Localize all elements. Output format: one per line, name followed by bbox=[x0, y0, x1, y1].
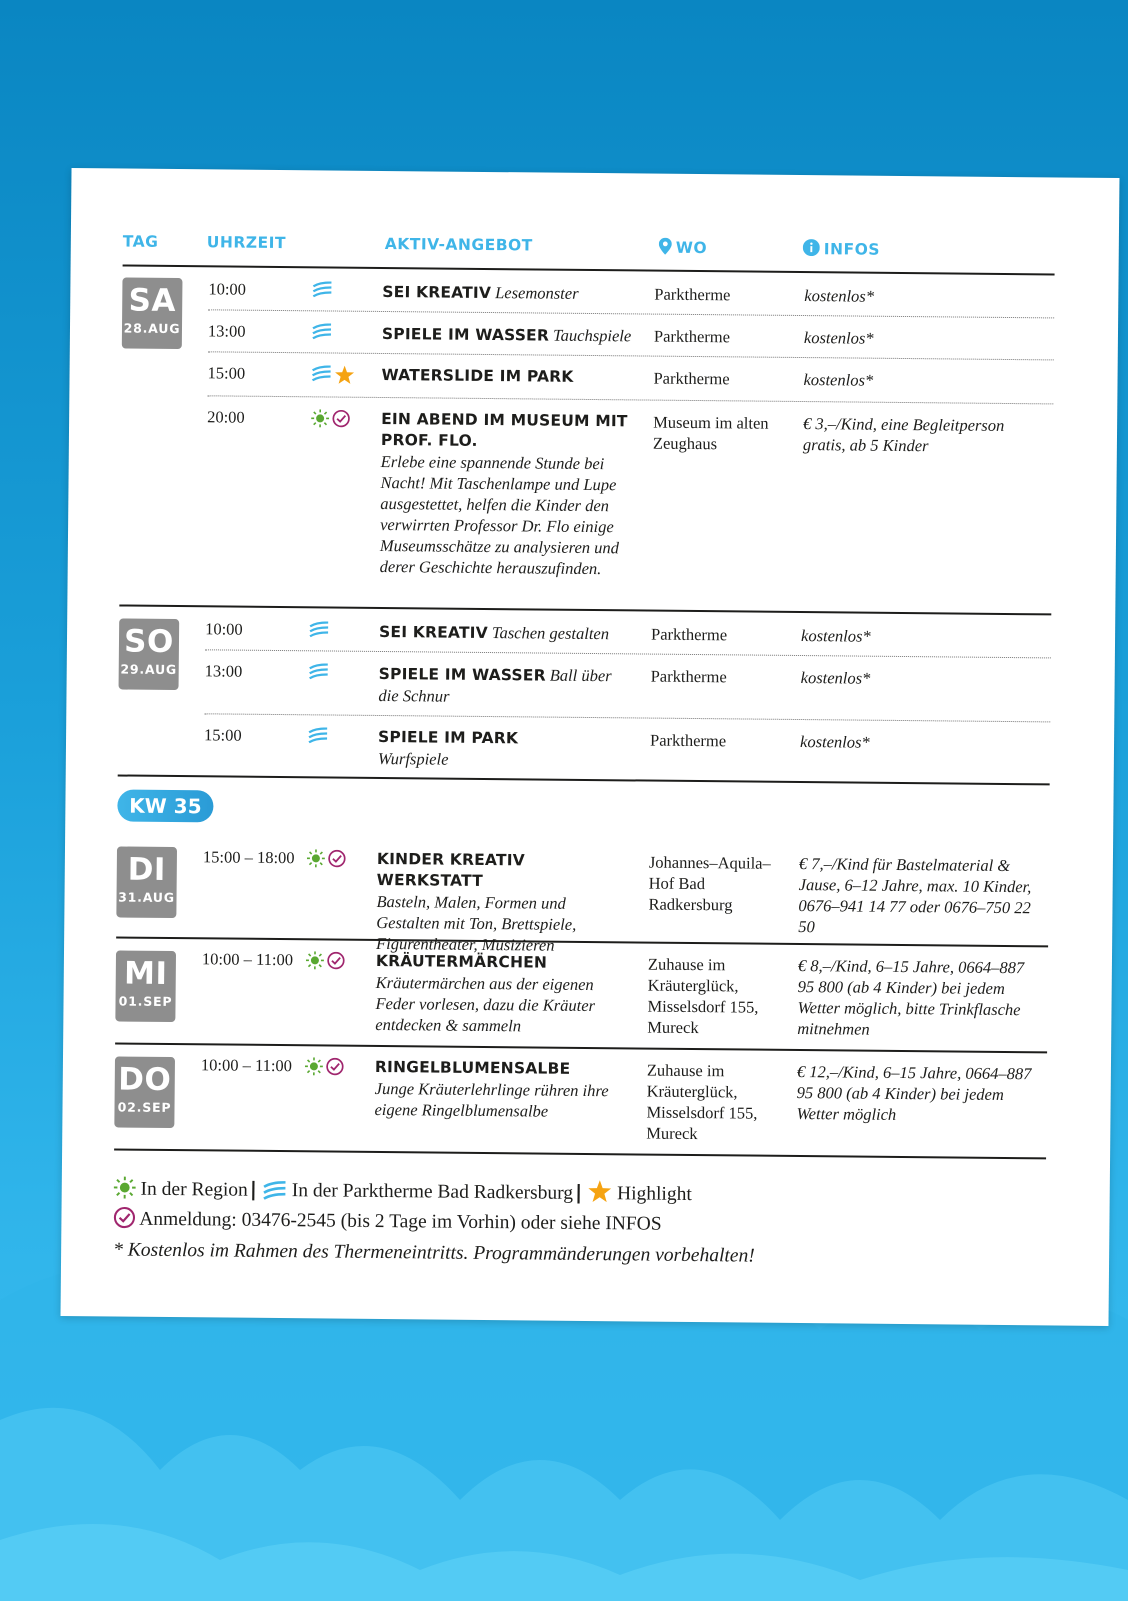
header-angebot: AKTIV-ANGEBOT bbox=[384, 235, 533, 255]
star-icon bbox=[588, 1180, 612, 1203]
sun-icon bbox=[306, 951, 324, 969]
check-circle-icon bbox=[113, 1206, 135, 1228]
wave-icon bbox=[263, 1181, 287, 1200]
sun-icon bbox=[305, 1057, 323, 1075]
day-badge: SA 28.AUG bbox=[122, 277, 183, 349]
event-row: 10:00 – 11:00 KRÄUTERMÄRCHEN Kräutermärchen aus der eigenen Feder vorlesen, dazu die Kräuter entdecken & sammeln Zuhause im Kräuterglück, Misselsdorf 155, Mureck € 8,–/Kind, 6–15 Jahre, 0664–887 95 800 (ab 4 Kinder) bei jedem Wetter möglich, bitte Trinkflasche mitnehmen bbox=[201, 949, 1025, 1039]
header-tag: TAG bbox=[122, 232, 159, 251]
event-row: 20:00 EIN ABEND IM MUSEUM MIT PROF. FLO. Erlebe eine spannende Stunde bei Nacht! Mit Taschenlampe und Lupe ausgestettet, helfen die Kinder den verwirrten Professor Dr. Flo einige Museumsschätze zu analysieren und derer Geschichte herauszufinden. Museum im alten Zeughaus € 3,–/Kind, eine Begleitperson gratis, ab 5 Kinder bbox=[207, 407, 1005, 579]
legend-anmeldung: Anmeldung: 03476-2545 (bis 2 Tage im Vorhin) oder siehe INFOS bbox=[139, 1208, 662, 1235]
event-row: 10:00 SEI KREATIV Lesemonster Parktherme kostenlos* bbox=[208, 279, 1054, 318]
sun-icon bbox=[307, 849, 325, 867]
event-row: 15:00 SPIELE IM PARK Wurfspiele Parktherme kostenlos* bbox=[204, 725, 870, 769]
day-group-sa bbox=[119, 264, 1054, 615]
check-circle-icon bbox=[326, 1057, 344, 1075]
legend-parktherme: In der Parktherme Bad Radkersburg bbox=[291, 1180, 574, 1204]
wave-icon bbox=[309, 663, 329, 679]
star-icon bbox=[334, 366, 354, 385]
event-row: 13:00 SPIELE IM WASSER Tauchspiele Parktherme kostenlos* bbox=[208, 321, 1054, 360]
check-circle-icon bbox=[332, 410, 350, 428]
sun-icon bbox=[311, 409, 329, 427]
info-icon bbox=[803, 239, 820, 256]
day-badge: DI 31.AUG bbox=[116, 846, 177, 918]
sun-icon bbox=[114, 1176, 136, 1198]
day-group-do bbox=[114, 1044, 1047, 1159]
wave-icon bbox=[308, 727, 328, 743]
location-pin-icon bbox=[659, 238, 672, 255]
day-group-so bbox=[118, 606, 1052, 785]
event-row: 15:00 WATERSLIDE IM PARK Parktherme kostenlos* bbox=[207, 363, 1053, 404]
event-row: 10:00 – 11:00 RINGELBLUMENSALBE Junge Kräuterlehrlinge rühren ihre eigene Ringelblumensalbe Zuhause im Kräuterglück, Misselsdorf 155, Mureck € 12,–/Kind, 6–15 Jahre, 0664–887 95 800 (ab 4 Kinder) bei jedem Wetter möglich bbox=[200, 1055, 1032, 1144]
legend-region: In der Region bbox=[140, 1178, 248, 1201]
event-row: 10:00 SEI KREATIV Taschen gestalten Parktherme kostenlos* bbox=[205, 619, 1051, 658]
wave-icon bbox=[312, 323, 332, 339]
legend-note: * Kostenlos im Rahmen des Thermeneintritts. Programmänderungen vorbehalten! bbox=[113, 1239, 755, 1267]
wave-icon bbox=[309, 621, 329, 637]
header-wo: WO bbox=[659, 238, 707, 257]
program-sheet bbox=[61, 168, 1120, 1326]
event-row: 13:00 SPIELE IM WASSER Ball über die Schnur Parktherme kostenlos* bbox=[204, 661, 1050, 722]
week-badge: KW 35 bbox=[117, 789, 213, 822]
legend-highlight: Highlight bbox=[616, 1183, 692, 1205]
day-badge: DO 02.SEP bbox=[114, 1056, 175, 1128]
legend bbox=[113, 1172, 1046, 1274]
wave-icon bbox=[311, 365, 331, 381]
day-group-mi bbox=[115, 938, 1048, 1053]
check-circle-icon bbox=[328, 849, 346, 867]
event-row: 15:00 – 18:00 KINDER KREATIV WERKSTATT Basteln, Malen, Formen und Gestalten mit Ton, Brettspiele, Figurentheater, Musizieren Johannes–Aquila–Hof Bad Radkersburg € 7,–/Kind für Bastelmaterial & Jause, 6–12 Jahre, max. 10 Kinder, 0676–941 14 77 oder 0676–750 22 50 bbox=[202, 847, 1032, 955]
day-badge: MI 01.SEP bbox=[115, 950, 176, 1022]
legend-line-1: In der Region| In der Parktherme Bad Radkersburg| Highlight bbox=[114, 1172, 1046, 1212]
header-uhrzeit: UHRZEIT bbox=[206, 233, 287, 253]
day-group-di bbox=[116, 840, 1049, 955]
header-infos: INFOS bbox=[803, 239, 880, 259]
check-circle-icon bbox=[327, 951, 345, 969]
day-badge: SO 29.AUG bbox=[119, 618, 180, 690]
wave-icon bbox=[312, 281, 332, 297]
